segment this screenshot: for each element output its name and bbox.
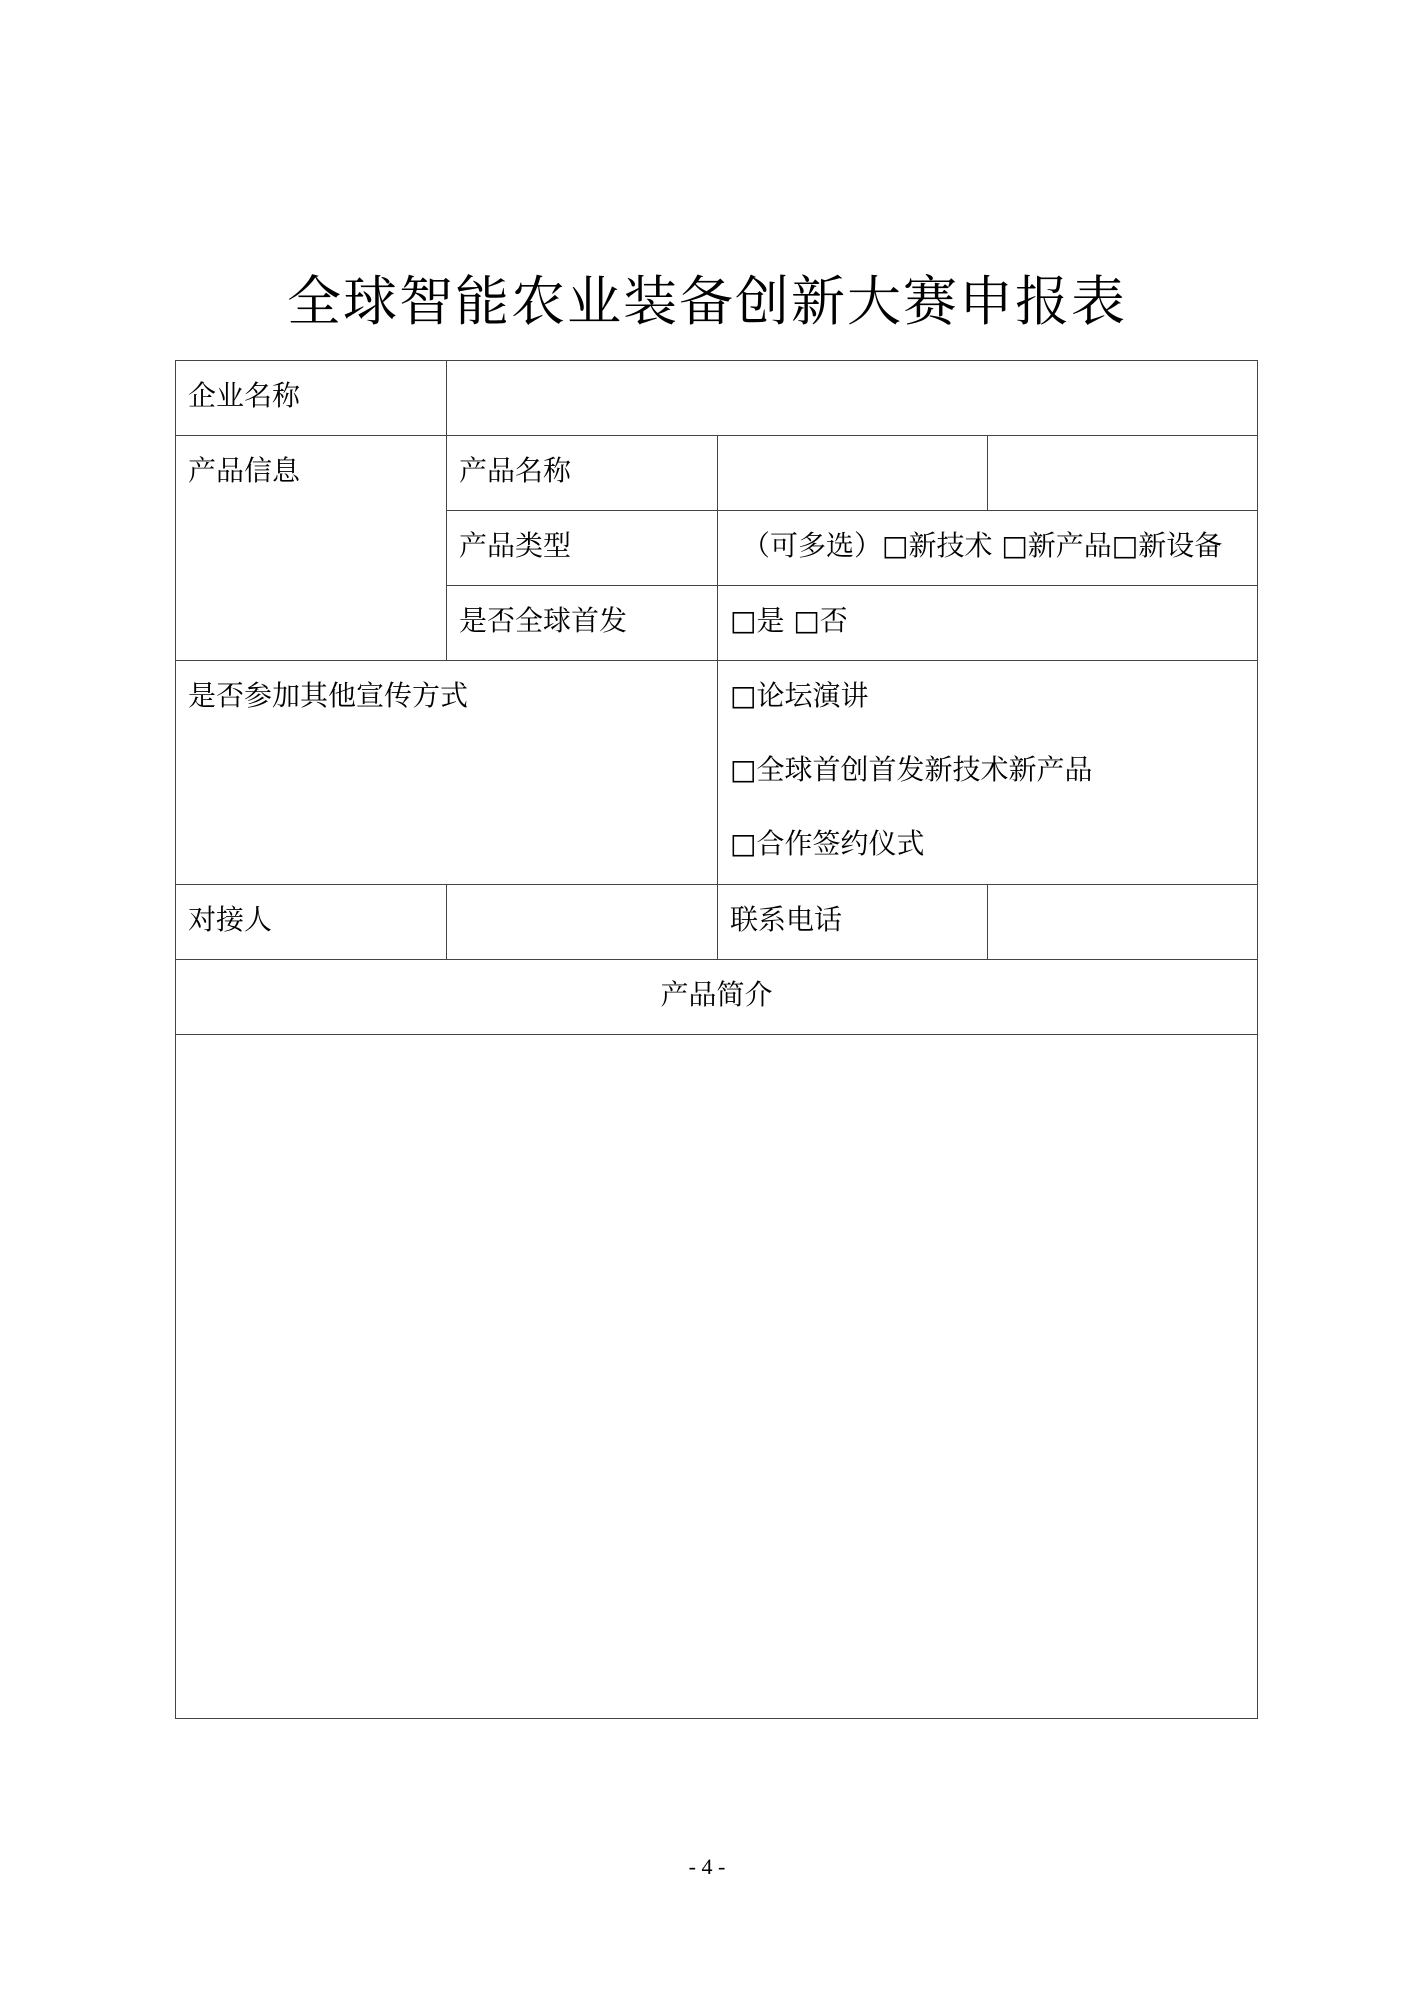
promo-label: 是否参加其他宣传方式	[176, 661, 718, 885]
company-name-label: 企业名称	[176, 361, 447, 436]
product-type-options[interactable]: （可多选）□新技术 □新产品□新设备	[718, 511, 1258, 586]
product-type-label: 产品类型	[447, 511, 718, 586]
promo-option-launch[interactable]: □全球首创首发新技术新产品	[730, 753, 1093, 786]
contact-field[interactable]	[447, 885, 718, 960]
product-name-label: 产品名称	[447, 436, 718, 511]
promo-option-forum[interactable]: □论坛演讲	[730, 679, 869, 712]
promo-option-signing[interactable]: □合作签约仪式	[730, 827, 925, 860]
product-info-label: 产品信息	[176, 436, 447, 661]
phone-label: 联系电话	[718, 885, 988, 960]
product-name-extra-field[interactable]	[988, 436, 1258, 511]
application-form	[175, 360, 1258, 1719]
global-first-label: 是否全球首发	[447, 586, 718, 661]
global-first-options[interactable]: □是 □否	[718, 586, 1258, 661]
product-intro-field[interactable]	[176, 1035, 1258, 1719]
product-name-field[interactable]	[718, 436, 988, 511]
page-number: - 4 -	[688, 1854, 726, 1879]
phone-field[interactable]	[988, 885, 1258, 960]
contact-label: 对接人	[176, 885, 447, 960]
company-name-field[interactable]	[447, 361, 1258, 436]
page-title: 全球智能农业装备创新大赛申报表	[287, 270, 1127, 333]
promo-options	[718, 661, 1258, 885]
product-intro-label: 产品简介	[176, 960, 1258, 1035]
